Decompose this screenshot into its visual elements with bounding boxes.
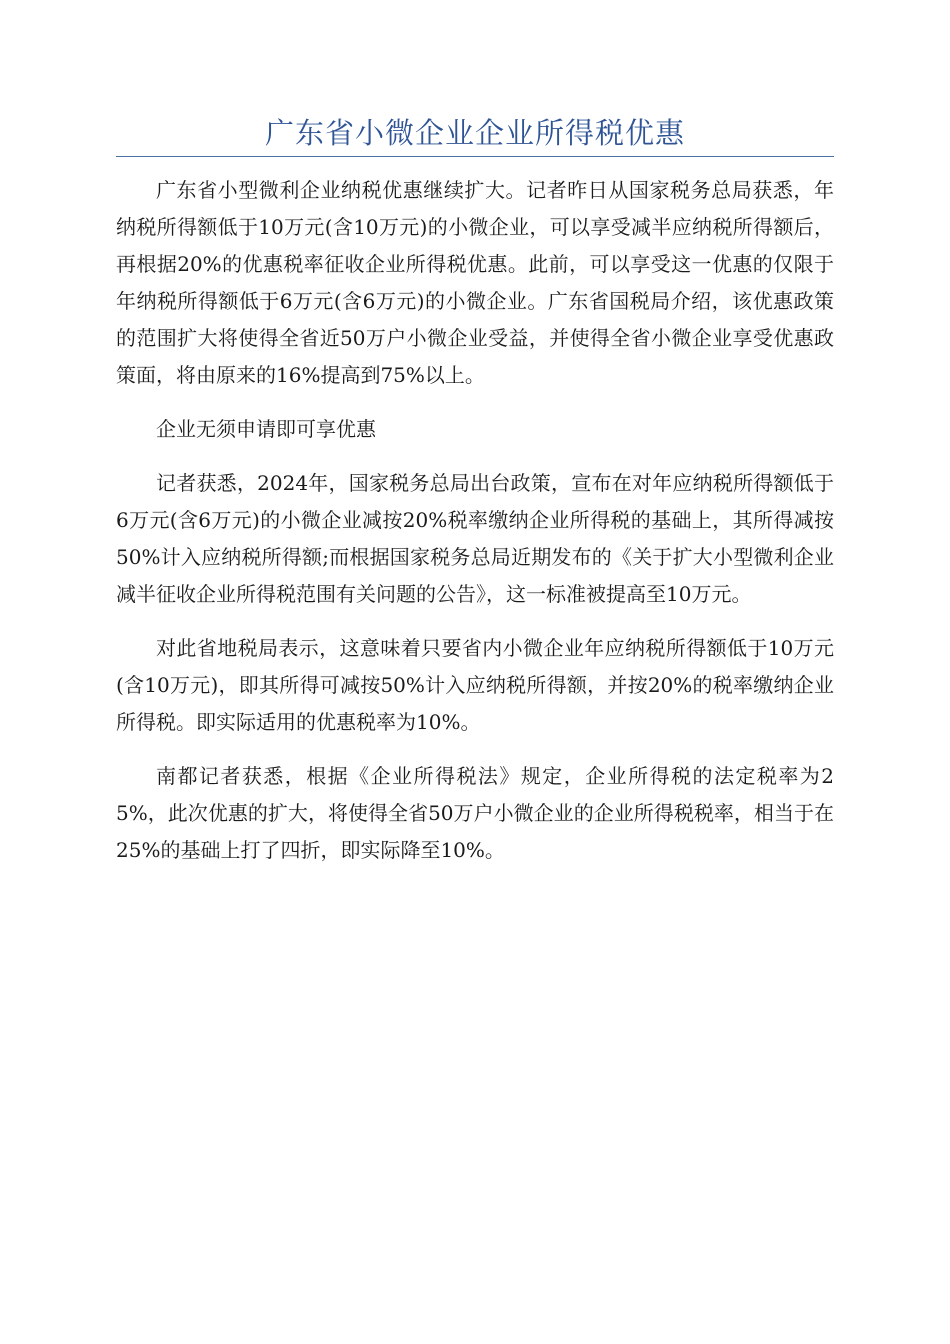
page-title: 广东省小微企业企业所得税优惠 [264,116,685,150]
paragraph-policy: 记者获悉，2024年，国家税务总局出台政策，宣布在对年应纳税所得额低于6万元(含6万元)的小微企业减按20%税率缴纳企业所得税的基础上，其所得减按50%计入应纳税所得额;而根据国家税务总局近期发布的《关于扩大小型微利企业减半征收企业所得税范围有关问题的公告》，这一标准被提高至10万元。 [116,471,834,606]
section-heading: 企业无须申请即可享优惠 [156,417,376,441]
title-block [116,112,834,157]
paragraph-rate: 南都记者获悉，根据《企业所得税法》规定，企业所得税的法定税率为25%，此次优惠的扩大，将使得全省50万户小微企业的企业所得税税率，相当于在25%的基础上打了四折，即实际降至10%。 [116,764,834,862]
paragraph-intro: 广东省小型微利企业纳税优惠继续扩大。记者昨日从国家税务总局获悉，年纳税所得额低于10万元(含10万元)的小微企业，可以享受减半应纳税所得额后，再根据20%的优惠税率征收企业所得税优惠。此前，可以享受这一优惠的仅限于年纳税所得额低于6万元(含6万元)的小微企业。广东省国税局介绍，该优惠政策的范围扩大将使得全省近50万户小微企业受益，并使得全省小微企业享受优惠政策面，将由原来的16%提高到75%以上。 [116,178,834,387]
article-body [116,172,834,886]
paragraph-local-tax: 对此省地税局表示，这意味着只要省内小微企业年应纳税所得额低于10万元(含10万元)，即其所得可减按50%计入应纳税所得额，并按20%的税率缴纳企业所得税。即实际适用的优惠税率为10%。 [116,636,834,734]
